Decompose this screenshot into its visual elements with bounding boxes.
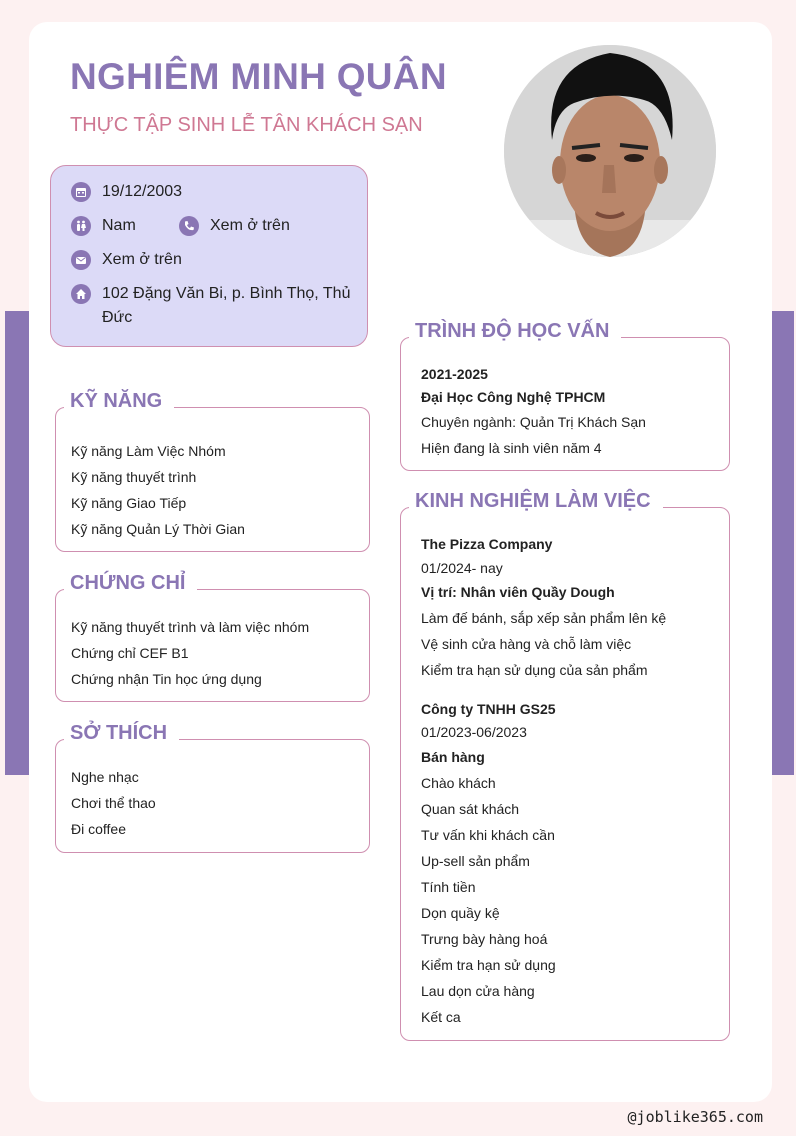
phone-row	[179, 214, 290, 238]
hobby-item: Chơi thể thao	[71, 795, 156, 811]
contact-card	[50, 165, 368, 347]
email-row	[71, 248, 182, 272]
hobbies-title: SỞ THÍCH	[64, 718, 179, 748]
education-section	[400, 320, 730, 471]
phone-icon	[179, 216, 199, 236]
address-row	[71, 282, 352, 330]
gender-icon	[71, 216, 91, 236]
job-task: Tư vấn khi khách cần	[421, 827, 555, 843]
address-line-1: 102 Đặng Văn Bi, p. Bình Thọ, Thủ	[102, 285, 351, 302]
certificate-item: Kỹ năng thuyết trình và làm việc nhóm	[71, 619, 310, 635]
job-company: The Pizza Company	[421, 536, 553, 552]
education-status: Hiện đang là sinh viên năm 4	[421, 440, 602, 456]
skill-item: Kỹ năng thuyết trình	[71, 469, 197, 485]
skills-title: KỸ NĂNG	[64, 386, 174, 416]
gender-row	[71, 214, 136, 238]
job-task: Trưng bày hàng hoá	[421, 931, 548, 947]
certificates-section	[55, 572, 370, 702]
job-task: Kết ca	[421, 1009, 461, 1025]
education-title: TRÌNH ĐỘ HỌC VẤN	[409, 316, 621, 346]
job-task: Up-sell sản phẩm	[421, 853, 530, 869]
hobby-item: Nghe nhạc	[71, 769, 139, 785]
job-task: Kiểm tra hạn sử dụng của sản phẩm	[421, 662, 648, 678]
gender-text: Nam	[102, 217, 136, 234]
job-task: Vệ sinh cửa hàng và chỗ làm việc	[421, 636, 632, 652]
skills-section	[55, 390, 370, 552]
skill-item: Kỹ năng Quản Lý Thời Gian	[71, 521, 245, 537]
watermark: @joblike365.com	[627, 1108, 763, 1126]
job-task: Dọn quầy kệ	[421, 905, 500, 921]
email-text: Xem ở trên	[102, 251, 182, 268]
birthday-text: 19/12/2003	[102, 183, 183, 200]
profile-photo	[504, 45, 716, 257]
job-task: Làm đế bánh, sắp xếp sản phẩm lên kệ	[421, 610, 667, 626]
right-accent-band	[770, 311, 794, 775]
birthday-row	[71, 180, 182, 204]
job-position: Vị trí: Nhân viên Quầy Dough	[421, 584, 615, 600]
job-period: 01/2024- nay	[421, 560, 503, 576]
job-period: 01/2023-06/2023	[421, 724, 527, 740]
job-task: Lau dọn cửa hàng	[421, 983, 535, 999]
job-task: Tính tiền	[421, 879, 476, 895]
skill-item: Kỹ năng Giao Tiếp	[71, 495, 187, 511]
certificate-item: Chứng nhận Tin học ứng dụng	[71, 671, 262, 687]
education-period: 2021-2025	[421, 366, 488, 382]
mail-icon	[71, 250, 91, 270]
job-position: Bán hàng	[421, 749, 485, 765]
job-company: Công ty TNHH GS25	[421, 701, 556, 717]
phone-text: Xem ở trên	[210, 217, 290, 234]
experience-section	[400, 490, 730, 1041]
hobby-item: Đi coffee	[71, 821, 126, 837]
job-task: Quan sát khách	[421, 801, 520, 817]
skill-item: Kỹ năng Làm Việc Nhóm	[71, 443, 226, 459]
hobbies-section	[55, 722, 370, 853]
job-task: Kiểm tra hạn sử dụng	[421, 957, 556, 973]
home-icon	[71, 284, 91, 304]
education-major: Chuyên ngành: Quản Trị Khách Sạn	[421, 414, 646, 430]
candidate-role: THỰC TẬP SINH LỄ TÂN KHÁCH SẠN	[70, 114, 423, 136]
candidate-name: NGHIÊM MINH QUÂN	[70, 56, 447, 97]
education-school: Đại Học Công Nghệ TPHCM	[421, 389, 606, 405]
certificates-title: CHỨNG CHỈ	[64, 568, 197, 598]
certificate-item: Chứng chỉ CEF B1	[71, 645, 189, 661]
address-line-2: Đức	[102, 309, 133, 326]
calendar-icon	[71, 182, 91, 202]
job-task: Chào khách	[421, 775, 496, 791]
left-accent-band	[5, 311, 29, 775]
experience-title: KINH NGHIỆM LÀM VIỆC	[409, 486, 663, 516]
